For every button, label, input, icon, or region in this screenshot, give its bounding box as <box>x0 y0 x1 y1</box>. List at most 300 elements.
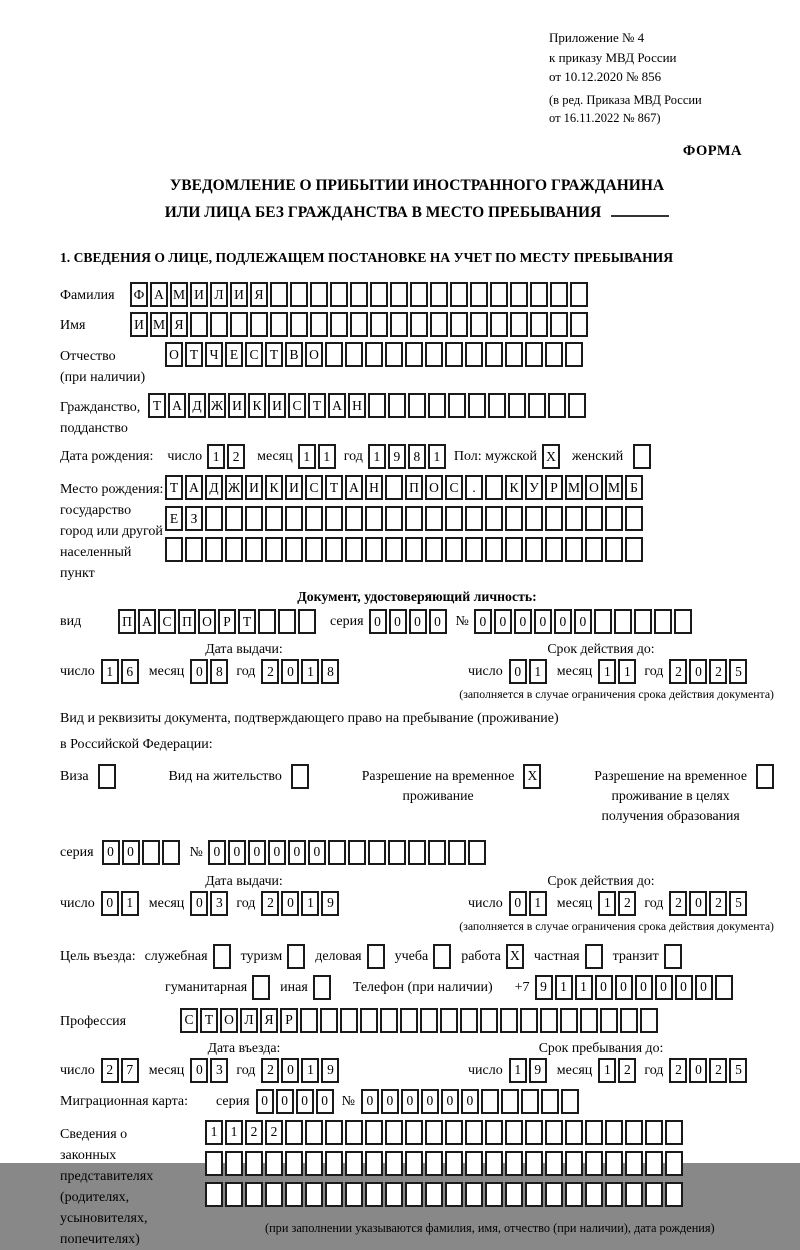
char-cell[interactable] <box>625 537 643 562</box>
char-cell[interactable]: 2 <box>261 1058 279 1083</box>
char-cell[interactable] <box>445 1182 463 1207</box>
char-cell[interactable] <box>465 1182 483 1207</box>
char-cell[interactable] <box>365 1151 383 1176</box>
char-cell[interactable] <box>325 1182 343 1207</box>
char-cell[interactable] <box>540 1008 558 1033</box>
visa-checkbox[interactable] <box>98 764 116 789</box>
char-cell[interactable]: 0 <box>409 609 427 634</box>
char-cell[interactable] <box>365 506 383 531</box>
char-cell[interactable]: Р <box>545 475 563 500</box>
char-cell[interactable]: Ж <box>208 393 226 418</box>
char-cell[interactable]: И <box>230 282 248 307</box>
char-cell[interactable]: М <box>150 312 168 337</box>
char-cell[interactable] <box>465 342 483 367</box>
char-cell[interactable] <box>265 1182 283 1207</box>
char-cell[interactable]: 2 <box>709 659 727 684</box>
char-cell[interactable] <box>245 1151 263 1176</box>
char-cell[interactable] <box>450 312 468 337</box>
char-cell[interactable] <box>550 282 568 307</box>
char-cell[interactable] <box>501 1089 519 1114</box>
char-cell[interactable]: 9 <box>535 975 553 1000</box>
char-cell[interactable] <box>305 1120 323 1145</box>
char-cell[interactable] <box>565 342 583 367</box>
char-cell[interactable]: О <box>305 342 323 367</box>
char-cell[interactable] <box>545 506 563 531</box>
char-cell[interactable]: 0 <box>474 609 492 634</box>
char-cell[interactable] <box>205 1182 223 1207</box>
char-cell[interactable] <box>460 1008 478 1033</box>
char-cell[interactable]: Д <box>188 393 206 418</box>
char-cell[interactable] <box>545 1182 563 1207</box>
char-cell[interactable] <box>370 312 388 337</box>
char-cell[interactable] <box>205 1151 223 1176</box>
char-cell[interactable]: 0 <box>689 891 707 916</box>
char-cell[interactable] <box>328 840 346 865</box>
char-cell[interactable] <box>310 282 328 307</box>
char-cell[interactable]: 0 <box>256 1089 274 1114</box>
char-cell[interactable] <box>305 506 323 531</box>
char-cell[interactable]: 0 <box>101 891 119 916</box>
char-cell[interactable] <box>365 1182 383 1207</box>
char-cell[interactable] <box>645 1120 663 1145</box>
char-cell[interactable] <box>508 393 526 418</box>
char-cell[interactable]: 2 <box>227 444 245 469</box>
residence-permit-checkbox[interactable] <box>291 764 309 789</box>
char-cell[interactable]: Л <box>210 282 228 307</box>
char-cell[interactable] <box>340 1008 358 1033</box>
char-cell[interactable] <box>605 1151 623 1176</box>
char-cell[interactable]: А <box>185 475 203 500</box>
char-cell[interactable]: 0 <box>296 1089 314 1114</box>
char-cell[interactable] <box>225 537 243 562</box>
char-cell[interactable]: 2 <box>669 659 687 684</box>
char-cell[interactable] <box>545 1120 563 1145</box>
char-cell[interactable] <box>430 312 448 337</box>
char-cell[interactable] <box>210 312 228 337</box>
char-cell[interactable]: Д <box>205 475 223 500</box>
char-cell[interactable]: 9 <box>321 891 339 916</box>
char-cell[interactable] <box>320 1008 338 1033</box>
char-cell[interactable] <box>634 609 652 634</box>
char-cell[interactable] <box>445 506 463 531</box>
char-cell[interactable]: 1 <box>101 659 119 684</box>
char-cell[interactable] <box>265 537 283 562</box>
char-cell[interactable] <box>605 1182 623 1207</box>
char-cell[interactable] <box>278 609 296 634</box>
char-cell[interactable] <box>185 537 203 562</box>
char-cell[interactable] <box>305 1182 323 1207</box>
char-cell[interactable] <box>525 1151 543 1176</box>
char-cell[interactable] <box>665 1182 683 1207</box>
char-cell[interactable]: П <box>118 609 136 634</box>
char-cell[interactable] <box>348 840 366 865</box>
char-cell[interactable] <box>330 282 348 307</box>
char-cell[interactable]: 0 <box>655 975 673 1000</box>
char-cell[interactable] <box>585 1120 603 1145</box>
char-cell[interactable]: 1 <box>205 1120 223 1145</box>
char-cell[interactable] <box>285 537 303 562</box>
temp-permit-checkbox[interactable]: X <box>523 764 541 789</box>
char-cell[interactable]: С <box>158 609 176 634</box>
char-cell[interactable] <box>368 393 386 418</box>
char-cell[interactable]: 1 <box>529 659 547 684</box>
char-cell[interactable] <box>430 282 448 307</box>
char-cell[interactable] <box>270 312 288 337</box>
char-cell[interactable] <box>298 609 316 634</box>
char-cell[interactable] <box>325 1120 343 1145</box>
char-cell[interactable]: 0 <box>268 840 286 865</box>
char-cell[interactable] <box>408 840 426 865</box>
purpose-private-checkbox[interactable] <box>585 944 603 969</box>
male-checkbox[interactable]: X <box>542 444 560 469</box>
char-cell[interactable]: 8 <box>321 659 339 684</box>
char-cell[interactable]: 2 <box>101 1058 119 1083</box>
char-cell[interactable] <box>605 537 623 562</box>
char-cell[interactable] <box>205 537 223 562</box>
char-cell[interactable] <box>448 393 466 418</box>
char-cell[interactable] <box>290 282 308 307</box>
char-cell[interactable] <box>425 506 443 531</box>
char-cell[interactable] <box>345 537 363 562</box>
char-cell[interactable] <box>561 1089 579 1114</box>
char-cell[interactable] <box>625 1182 643 1207</box>
char-cell[interactable]: 1 <box>301 659 319 684</box>
char-cell[interactable]: 0 <box>369 609 387 634</box>
char-cell[interactable]: 0 <box>389 609 407 634</box>
char-cell[interactable] <box>350 282 368 307</box>
char-cell[interactable] <box>245 537 263 562</box>
char-cell[interactable] <box>265 506 283 531</box>
char-cell[interactable]: 1 <box>598 1058 616 1083</box>
char-cell[interactable]: Т <box>185 342 203 367</box>
char-cell[interactable]: 0 <box>190 659 208 684</box>
char-cell[interactable] <box>505 506 523 531</box>
char-cell[interactable]: О <box>165 342 183 367</box>
char-cell[interactable] <box>565 1151 583 1176</box>
char-cell[interactable] <box>250 312 268 337</box>
char-cell[interactable]: 0 <box>615 975 633 1000</box>
char-cell[interactable]: 1 <box>618 659 636 684</box>
char-cell[interactable] <box>445 1151 463 1176</box>
char-cell[interactable]: 9 <box>388 444 406 469</box>
char-cell[interactable]: С <box>445 475 463 500</box>
purpose-other-checkbox[interactable] <box>313 975 331 1000</box>
char-cell[interactable]: А <box>345 475 363 500</box>
char-cell[interactable] <box>545 1151 563 1176</box>
char-cell[interactable]: И <box>285 475 303 500</box>
char-cell[interactable]: П <box>405 475 423 500</box>
char-cell[interactable] <box>270 282 288 307</box>
char-cell[interactable]: 0 <box>122 840 140 865</box>
char-cell[interactable] <box>465 537 483 562</box>
char-cell[interactable]: 0 <box>534 609 552 634</box>
char-cell[interactable] <box>525 1120 543 1145</box>
char-cell[interactable] <box>485 506 503 531</box>
char-cell[interactable] <box>470 312 488 337</box>
char-cell[interactable]: 2 <box>261 659 279 684</box>
char-cell[interactable] <box>565 1120 583 1145</box>
char-cell[interactable] <box>465 1120 483 1145</box>
char-cell[interactable]: Я <box>260 1008 278 1033</box>
char-cell[interactable]: 0 <box>361 1089 379 1114</box>
char-cell[interactable] <box>445 342 463 367</box>
char-cell[interactable]: 0 <box>276 1089 294 1114</box>
char-cell[interactable] <box>162 840 180 865</box>
char-cell[interactable] <box>405 1151 423 1176</box>
char-cell[interactable]: 2 <box>709 891 727 916</box>
char-cell[interactable]: У <box>525 475 543 500</box>
char-cell[interactable]: 0 <box>574 609 592 634</box>
char-cell[interactable]: А <box>168 393 186 418</box>
char-cell[interactable]: 1 <box>555 975 573 1000</box>
char-cell[interactable] <box>520 1008 538 1033</box>
char-cell[interactable]: 2 <box>669 1058 687 1083</box>
char-cell[interactable] <box>500 1008 518 1033</box>
char-cell[interactable]: 0 <box>401 1089 419 1114</box>
char-cell[interactable]: 8 <box>408 444 426 469</box>
char-cell[interactable]: И <box>190 282 208 307</box>
char-cell[interactable]: 1 <box>318 444 336 469</box>
char-cell[interactable]: 0 <box>190 891 208 916</box>
char-cell[interactable] <box>290 312 308 337</box>
char-cell[interactable]: 3 <box>210 891 228 916</box>
char-cell[interactable]: И <box>228 393 246 418</box>
char-cell[interactable] <box>665 1120 683 1145</box>
char-cell[interactable]: 0 <box>595 975 613 1000</box>
char-cell[interactable] <box>390 312 408 337</box>
char-cell[interactable] <box>505 1151 523 1176</box>
char-cell[interactable]: Т <box>265 342 283 367</box>
char-cell[interactable] <box>625 506 643 531</box>
char-cell[interactable]: 1 <box>225 1120 243 1145</box>
char-cell[interactable] <box>510 312 528 337</box>
char-cell[interactable]: 1 <box>368 444 386 469</box>
char-cell[interactable]: 3 <box>210 1058 228 1083</box>
char-cell[interactable] <box>285 1182 303 1207</box>
char-cell[interactable]: 0 <box>509 659 527 684</box>
char-cell[interactable]: 2 <box>709 1058 727 1083</box>
char-cell[interactable] <box>425 1182 443 1207</box>
char-cell[interactable]: В <box>285 342 303 367</box>
char-cell[interactable] <box>225 506 243 531</box>
char-cell[interactable] <box>485 342 503 367</box>
char-cell[interactable] <box>425 537 443 562</box>
char-cell[interactable]: 0 <box>554 609 572 634</box>
char-cell[interactable] <box>285 506 303 531</box>
char-cell[interactable] <box>545 537 563 562</box>
char-cell[interactable] <box>505 342 523 367</box>
char-cell[interactable] <box>585 1182 603 1207</box>
char-cell[interactable]: А <box>138 609 156 634</box>
char-cell[interactable]: И <box>268 393 286 418</box>
temp-permit-edu-checkbox[interactable] <box>756 764 774 789</box>
char-cell[interactable]: А <box>328 393 346 418</box>
char-cell[interactable] <box>605 506 623 531</box>
char-cell[interactable]: К <box>505 475 523 500</box>
char-cell[interactable] <box>565 506 583 531</box>
char-cell[interactable] <box>425 342 443 367</box>
char-cell[interactable] <box>570 312 588 337</box>
char-cell[interactable] <box>350 312 368 337</box>
char-cell[interactable]: 1 <box>121 891 139 916</box>
char-cell[interactable] <box>465 506 483 531</box>
char-cell[interactable] <box>365 537 383 562</box>
char-cell[interactable] <box>525 537 543 562</box>
char-cell[interactable] <box>325 506 343 531</box>
char-cell[interactable] <box>468 840 486 865</box>
purpose-study-checkbox[interactable] <box>433 944 451 969</box>
char-cell[interactable]: 2 <box>618 1058 636 1083</box>
char-cell[interactable] <box>640 1008 658 1033</box>
char-cell[interactable]: 8 <box>210 659 228 684</box>
char-cell[interactable]: 0 <box>281 1058 299 1083</box>
char-cell[interactable] <box>600 1008 618 1033</box>
char-cell[interactable]: 0 <box>441 1089 459 1114</box>
char-cell[interactable] <box>142 840 160 865</box>
char-cell[interactable] <box>385 506 403 531</box>
char-cell[interactable] <box>285 1120 303 1145</box>
char-cell[interactable]: Т <box>238 609 256 634</box>
char-cell[interactable] <box>325 1151 343 1176</box>
char-cell[interactable] <box>485 1120 503 1145</box>
char-cell[interactable] <box>310 312 328 337</box>
char-cell[interactable] <box>165 537 183 562</box>
char-cell[interactable] <box>265 1151 283 1176</box>
char-cell[interactable] <box>481 1089 499 1114</box>
char-cell[interactable]: К <box>265 475 283 500</box>
char-cell[interactable] <box>325 342 343 367</box>
char-cell[interactable]: 2 <box>245 1120 263 1145</box>
char-cell[interactable]: 0 <box>689 1058 707 1083</box>
char-cell[interactable]: 0 <box>461 1089 479 1114</box>
char-cell[interactable]: Ч <box>205 342 223 367</box>
char-cell[interactable] <box>370 282 388 307</box>
char-cell[interactable] <box>715 975 733 1000</box>
char-cell[interactable] <box>305 1151 323 1176</box>
char-cell[interactable]: Н <box>365 475 383 500</box>
char-cell[interactable] <box>345 506 363 531</box>
char-cell[interactable]: 6 <box>121 659 139 684</box>
char-cell[interactable] <box>470 282 488 307</box>
char-cell[interactable]: 0 <box>429 609 447 634</box>
char-cell[interactable]: С <box>245 342 263 367</box>
char-cell[interactable]: Т <box>165 475 183 500</box>
char-cell[interactable] <box>521 1089 539 1114</box>
char-cell[interactable]: 0 <box>102 840 120 865</box>
char-cell[interactable] <box>510 282 528 307</box>
char-cell[interactable] <box>325 537 343 562</box>
char-cell[interactable] <box>485 475 503 500</box>
char-cell[interactable] <box>665 1151 683 1176</box>
char-cell[interactable]: 1 <box>301 1058 319 1083</box>
char-cell[interactable] <box>420 1008 438 1033</box>
char-cell[interactable]: О <box>585 475 603 500</box>
purpose-humanitarian-checkbox[interactable] <box>252 975 270 1000</box>
char-cell[interactable] <box>245 506 263 531</box>
char-cell[interactable]: 1 <box>298 444 316 469</box>
char-cell[interactable] <box>625 1151 643 1176</box>
char-cell[interactable] <box>674 609 692 634</box>
char-cell[interactable] <box>570 282 588 307</box>
char-cell[interactable] <box>565 537 583 562</box>
char-cell[interactable] <box>405 506 423 531</box>
char-cell[interactable] <box>440 1008 458 1033</box>
char-cell[interactable] <box>385 537 403 562</box>
char-cell[interactable]: М <box>605 475 623 500</box>
char-cell[interactable] <box>245 1182 263 1207</box>
char-cell[interactable] <box>405 537 423 562</box>
char-cell[interactable] <box>585 506 603 531</box>
char-cell[interactable] <box>445 537 463 562</box>
char-cell[interactable]: П <box>178 609 196 634</box>
char-cell[interactable]: Р <box>218 609 236 634</box>
char-cell[interactable]: 0 <box>635 975 653 1000</box>
char-cell[interactable] <box>385 1151 403 1176</box>
char-cell[interactable] <box>225 1182 243 1207</box>
char-cell[interactable]: 1 <box>598 659 616 684</box>
char-cell[interactable]: О <box>220 1008 238 1033</box>
char-cell[interactable]: 2 <box>669 891 687 916</box>
char-cell[interactable] <box>230 312 248 337</box>
char-cell[interactable]: 1 <box>301 891 319 916</box>
char-cell[interactable] <box>305 537 323 562</box>
char-cell[interactable]: 0 <box>281 659 299 684</box>
char-cell[interactable] <box>388 840 406 865</box>
char-cell[interactable]: 0 <box>689 659 707 684</box>
char-cell[interactable]: О <box>425 475 443 500</box>
char-cell[interactable] <box>541 1089 559 1114</box>
char-cell[interactable] <box>580 1008 598 1033</box>
char-cell[interactable]: 0 <box>288 840 306 865</box>
char-cell[interactable]: 7 <box>121 1058 139 1083</box>
char-cell[interactable] <box>405 1120 423 1145</box>
char-cell[interactable] <box>385 1120 403 1145</box>
char-cell[interactable] <box>428 393 446 418</box>
char-cell[interactable]: Е <box>165 506 183 531</box>
char-cell[interactable] <box>525 506 543 531</box>
char-cell[interactable] <box>625 1120 643 1145</box>
char-cell[interactable] <box>190 312 208 337</box>
char-cell[interactable]: 5 <box>729 1058 747 1083</box>
char-cell[interactable] <box>645 1151 663 1176</box>
char-cell[interactable]: Т <box>325 475 343 500</box>
char-cell[interactable] <box>485 537 503 562</box>
char-cell[interactable]: 0 <box>514 609 532 634</box>
char-cell[interactable] <box>565 1182 583 1207</box>
char-cell[interactable] <box>560 1008 578 1033</box>
char-cell[interactable] <box>385 342 403 367</box>
char-cell[interactable]: Б <box>625 475 643 500</box>
char-cell[interactable] <box>345 1151 363 1176</box>
char-cell[interactable] <box>605 1120 623 1145</box>
char-cell[interactable]: О <box>198 609 216 634</box>
char-cell[interactable] <box>468 393 486 418</box>
char-cell[interactable] <box>300 1008 318 1033</box>
char-cell[interactable]: 0 <box>190 1058 208 1083</box>
char-cell[interactable]: 0 <box>675 975 693 1000</box>
char-cell[interactable] <box>445 1120 463 1145</box>
char-cell[interactable] <box>330 312 348 337</box>
char-cell[interactable] <box>530 312 548 337</box>
char-cell[interactable] <box>368 840 386 865</box>
char-cell[interactable]: 5 <box>729 659 747 684</box>
char-cell[interactable] <box>285 1151 303 1176</box>
char-cell[interactable] <box>485 1151 503 1176</box>
char-cell[interactable] <box>450 282 468 307</box>
char-cell[interactable]: Т <box>308 393 326 418</box>
char-cell[interactable] <box>388 393 406 418</box>
char-cell[interactable] <box>620 1008 638 1033</box>
